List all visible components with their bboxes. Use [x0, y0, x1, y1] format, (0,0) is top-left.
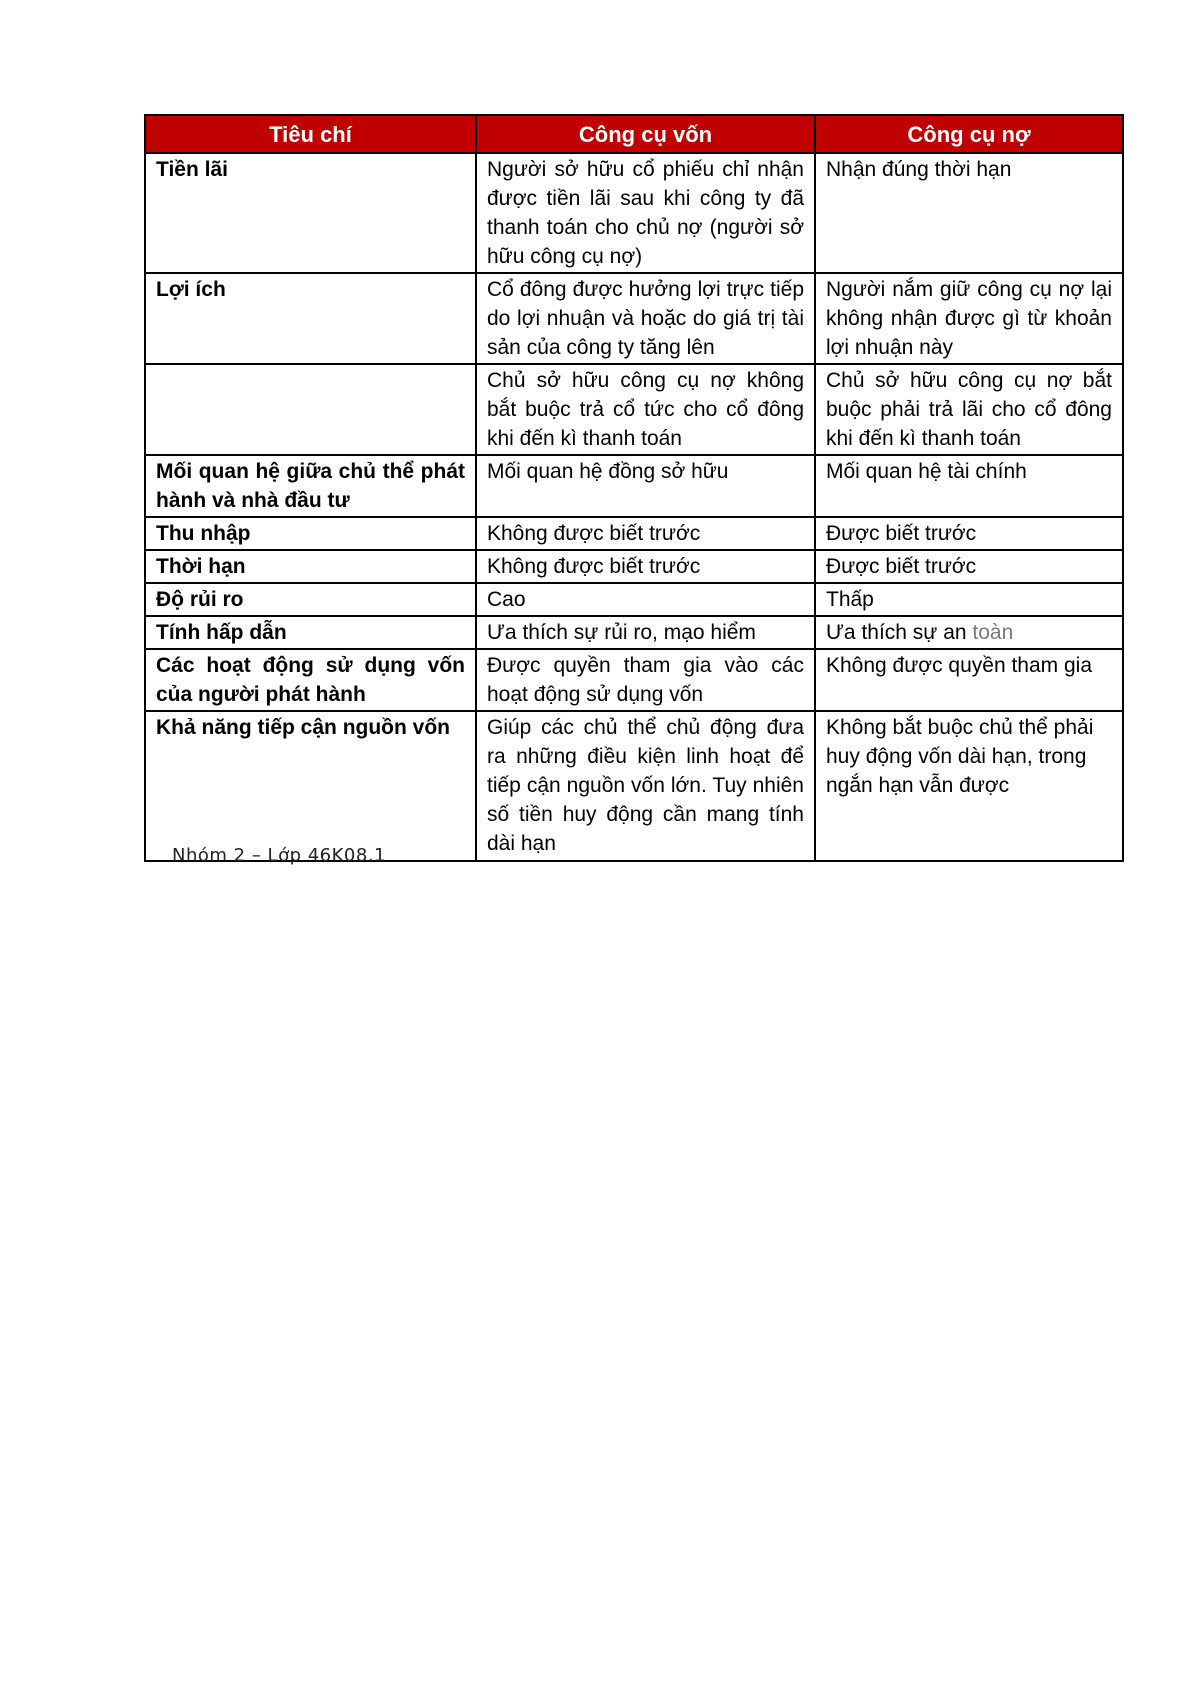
table-row	[145, 711, 1123, 861]
criterion-cell: Tiền lãi	[145, 153, 476, 273]
table-row	[145, 517, 1123, 550]
header-equity: Công cụ vốn	[476, 115, 815, 153]
table-header-row	[145, 115, 1123, 153]
equity-cell: Người sở hữu cổ phiếu chỉ nhận được tiền lãi sau khi công ty đã thanh toán cho chủ nợ (người sở hữu công cụ nợ)	[476, 153, 815, 273]
table-row	[145, 649, 1123, 711]
criterion-cell: Mối quan hệ giữa chủ thể phát hành và nhà đầu tư	[145, 455, 476, 517]
footer-note: Nhóm 2 – Lớp 46K08.1	[172, 845, 387, 866]
table-row	[145, 455, 1123, 517]
equity-cell: Giúp các chủ thể chủ động đưa ra những điều kiện linh hoạt để tiếp cận nguồn vốn lớn. Tuy nhiên số tiền huy động cần mang tính dài hạn	[476, 711, 815, 861]
equity-cell: Chủ sở hữu công cụ nợ không bắt buộc trả cổ tức cho cổ đông khi đến kì thanh toán	[476, 364, 815, 455]
criterion-cell	[145, 364, 476, 455]
criterion-cell: Độ rủi ro	[145, 583, 476, 616]
criterion-cell: Khả năng tiếp cận nguồn vốn	[145, 711, 476, 861]
equity-cell: Không được biết trước	[476, 550, 815, 583]
debt-cell: Không được quyền tham gia	[815, 649, 1123, 711]
criterion-cell: Tính hấp dẫn	[145, 616, 476, 649]
criterion-cell: Lợi ích	[145, 273, 476, 364]
debt-cell: Thấp	[815, 583, 1123, 616]
table-row	[145, 583, 1123, 616]
equity-cell: Mối quan hệ đồng sở hữu	[476, 455, 815, 517]
debt-cell: Người nắm giữ công cụ nợ lại không nhận được gì từ khoản lợi nhuận này	[815, 273, 1123, 364]
equity-cell: Cao	[476, 583, 815, 616]
debt-cell: Chủ sở hữu công cụ nợ bắt buộc phải trả lãi cho cổ đông khi đến kì thanh toán	[815, 364, 1123, 455]
header-criterion: Tiêu chí	[145, 115, 476, 153]
equity-cell: Không được biết trước	[476, 517, 815, 550]
criterion-cell: Thời hạn	[145, 550, 476, 583]
debt-cell: Được biết trước	[815, 550, 1123, 583]
equity-cell: Được quyền tham gia vào các hoạt động sử dụng vốn	[476, 649, 815, 711]
debt-text-faded: toàn	[972, 621, 1014, 644]
equity-cell: Ưa thích sự rủi ro, mạo hiểm	[476, 616, 815, 649]
table-row	[145, 550, 1123, 583]
criterion-cell: Thu nhập	[145, 517, 476, 550]
debt-cell: Mối quan hệ tài chính	[815, 455, 1123, 517]
debt-cell	[815, 616, 1123, 649]
debt-cell: Được biết trước	[815, 517, 1123, 550]
criterion-cell: Các hoạt động sử dụng vốn của người phát hành	[145, 649, 476, 711]
debt-cell: Nhận đúng thời hạn	[815, 153, 1123, 273]
table-row	[145, 364, 1123, 455]
table-row	[145, 273, 1123, 364]
table-row	[145, 153, 1123, 273]
debt-text: Ưa thích sự an	[826, 621, 967, 644]
comparison-table	[144, 114, 1124, 862]
table-row	[145, 616, 1123, 649]
header-debt: Công cụ nợ	[815, 115, 1123, 153]
equity-cell: Cổ đông được hưởng lợi trực tiếp do lợi nhuận và hoặc do giá trị tài sản của công ty tăng lên	[476, 273, 815, 364]
debt-cell: Không bắt buộc chủ thể phải huy động vốn dài hạn, trong ngắn hạn vẫn được	[815, 711, 1123, 861]
